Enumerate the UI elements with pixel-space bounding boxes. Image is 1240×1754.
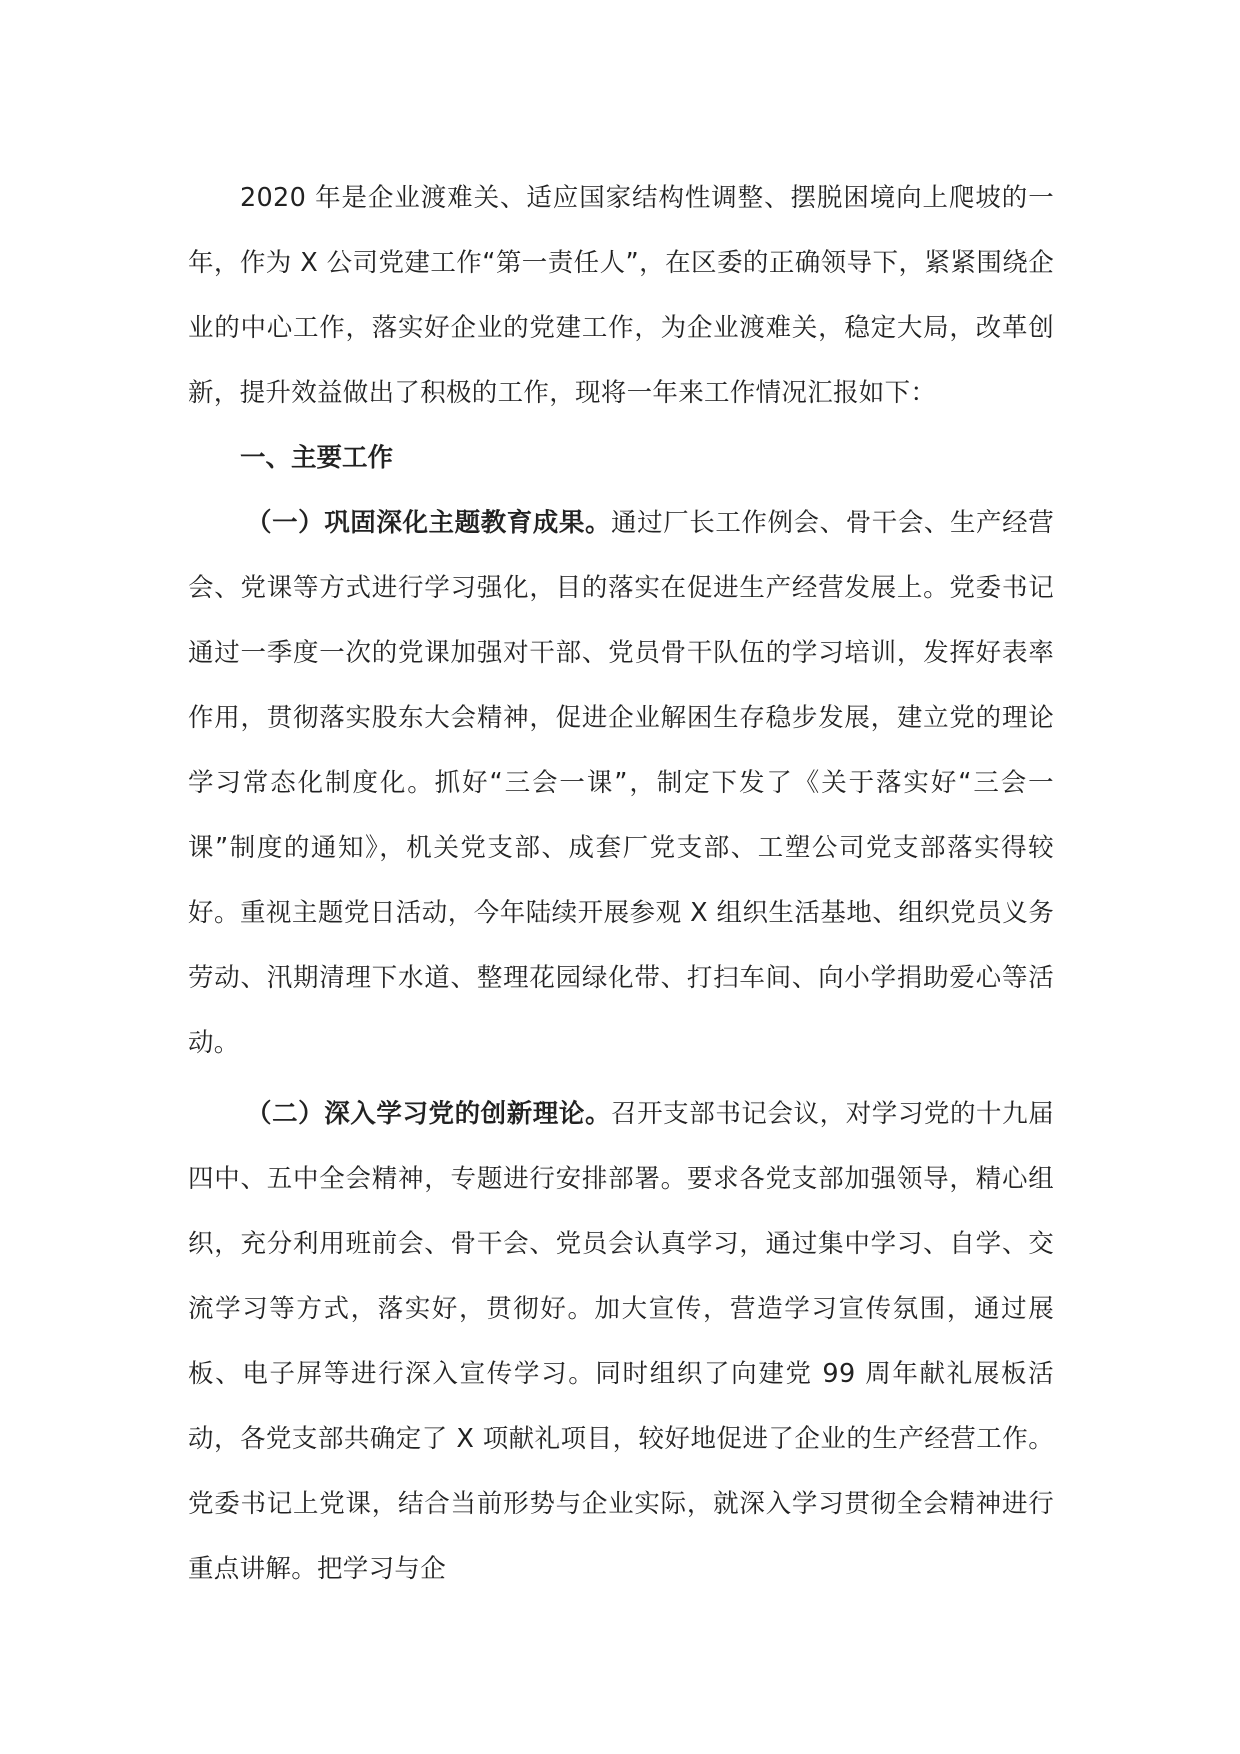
- subsection-2-title: （二）深入学习党的创新理论。: [246, 1099, 612, 1129]
- subsection-2-paragraph: [188, 1082, 1054, 1602]
- subsection-2-body: 召开支部书记会议，对学习党的十九届四中、五中全会精神，专题进行安排部署。要求各党支部加强领导，精心组织，充分利用班前会、骨干会、党员会认真学习，通过集中学习、自学、交流学习等方式，落实好，贯彻好。加大宣传，营造学习宣传氛围，通过展板、电子屏等进行深入宣传学习。同时组织了向建党 99 周年献礼展板活动，各党支部共确定了 X 项献礼项目，较好地促进了企业的生产经营工作。党委书记上党课，结合当前形势与企业实际，就深入学习贯彻全会精神进行重点讲解。把学习与企: [188, 1099, 1054, 1584]
- intro-paragraph: 2020 年是企业渡难关、适应国家结构性调整、摆脱困境向上爬坡的一年，作为 X 公司党建工作“第一责任人”，在区委的正确领导下，紧紧围绕企业的中心工作，落实好企业的党建工作，为企业渡难关，稳定大局，改革创新，提升效益做出了积极的工作，现将一年来工作情况汇报如下：: [188, 183, 1054, 408]
- subsection-1-paragraph: [188, 491, 1054, 1076]
- section-heading-main-work: 一、主要工作: [240, 443, 394, 473]
- document-body: [188, 166, 1054, 1602]
- subsection-1-body: 通过厂长工作例会、骨干会、生产经营会、党课等方式进行学习强化，目的落实在促进生产经营发展上。党委书记通过一季度一次的党课加强对干部、党员骨干队伍的学习培训，发挥好表率作用，贯彻落实股东大会精神，促进企业解困生存稳步发展，建立党的理论学习常态化制度化。抓好“三会一课”，制定下发了《关于落实好“三会一课”制度的通知》，机关党支部、成套厂党支部、工塑公司党支部落实得较好。重视主题党日活动，今年陆续开展参观 X 组织生活基地、组织党员义务劳动、汛期清理下水道、整理花园绿化带、打扫车间、向小学捐助爱心等活动。: [188, 508, 1054, 1058]
- subsection-1-title: （一）巩固深化主题教育成果。: [246, 508, 612, 538]
